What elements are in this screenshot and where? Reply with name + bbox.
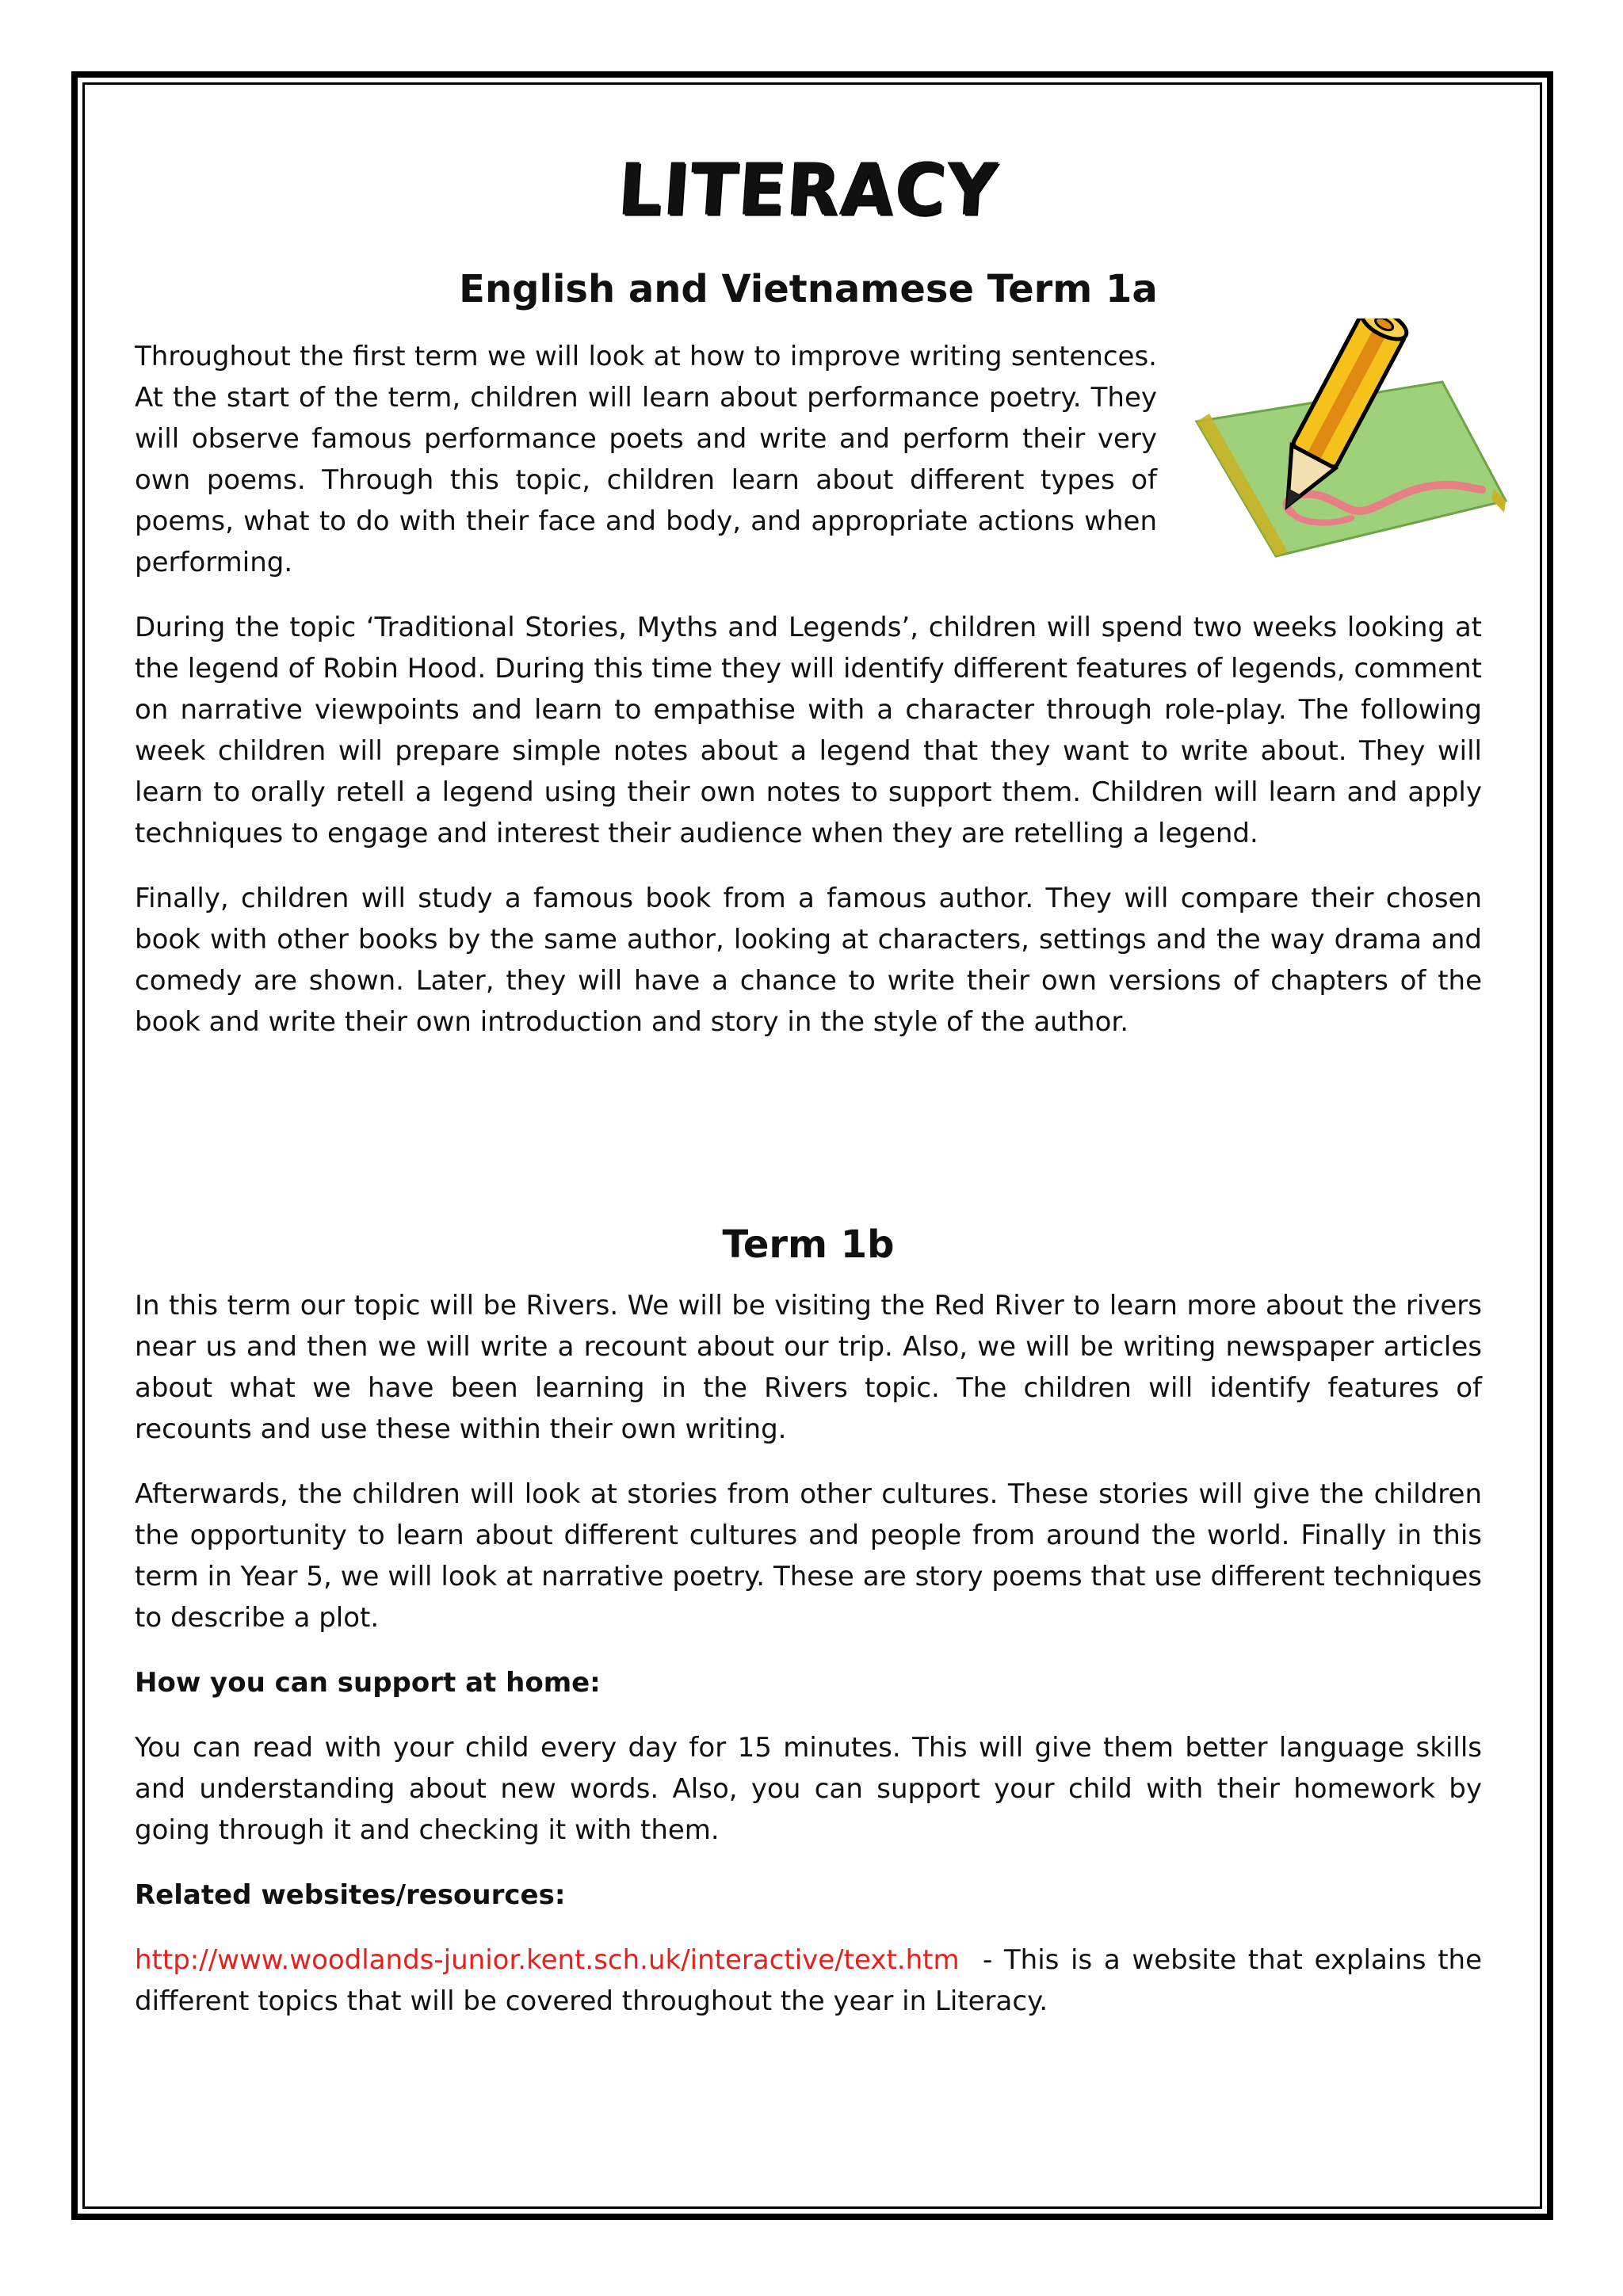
section-spacer xyxy=(135,1066,1482,1209)
term-1b-heading: Term 1b xyxy=(722,1222,895,1267)
resource-description: - This is a website that explains the different topics that will be covered throughout the year in Literacy. xyxy=(135,1944,1491,2017)
term-1a-paragraph-2: During the topic ‘Traditional Stories, Myths and Legends’, children will spend two weeks looking at the legend of Robin Hood. During this time they will identify different features of legends, comment on narrative viewpoints and learn to empathise with a character through role-play. The following week children will prepare simple notes about a legend that they want to write about. They will learn to orally retell a legend using their own notes to support them. Children will learn and apply techniques to engage and interest their audience when they are retelling a legend. xyxy=(135,612,1482,849)
resource-link[interactable]: http://www.woodlands-junior.kent.sch.uk/interactive/text.htm xyxy=(135,1944,960,1976)
term-1a-paragraph-1: Throughout the first term we will look at how to improve writing sentences. At the start of the term, children will learn about performance poetry. They will observe famous performance poets and write and perform their very own poems. Through this topic, children learn about different types of poems, what to do with their face and body, and appropriate actions when performing. xyxy=(135,341,1157,578)
support-text: You can read with your child every day for 15 minutes. This will give them better language skills and understanding about new words. Also, you can support your child with their homework by going through it and checking it with them. xyxy=(135,1732,1482,1846)
support-heading: How you can support at home: xyxy=(135,1667,601,1699)
term-1a-paragraph-3: Finally, children will study a famous book from a famous author. They will compare their chosen book with other books by the same author, looking at characters, settings and the way drama and comedy are shown. Later, they will have a chance to write their own versions of chapters of the book and write their own introduction and story in the style of the author. xyxy=(135,883,1482,1038)
term-1a-intro xyxy=(135,336,1482,583)
resources-entry xyxy=(135,1939,1491,2022)
term-1a-heading: English and Vietnamese Term 1a xyxy=(459,267,1158,311)
document-content xyxy=(135,143,1491,2046)
page-title: LITERACY xyxy=(616,148,1001,232)
term-1b-paragraph-2: Afterwards, the children will look at stories from other cultures. These stories will give the children the opportunity to learn about different cultures and people from around the world. Finally in this term in Year 5, we will look at narrative poetry. These are story poems that use different techniques to describe a plot. xyxy=(135,1478,1482,1634)
term-1b-paragraph-1: In this term our topic will be Rivers. We will be visiting the Red River to learn more about the rivers near us and then we will write a recount about our trip. Also, we will be writing newspaper articles about what we have been learning in the Rivers topic. The children will identify features of recounts and use these within their own writing. xyxy=(135,1290,1482,1445)
pencil-writing-icon xyxy=(1181,318,1514,572)
resources-heading: Related websites/resources: xyxy=(135,1879,566,1911)
